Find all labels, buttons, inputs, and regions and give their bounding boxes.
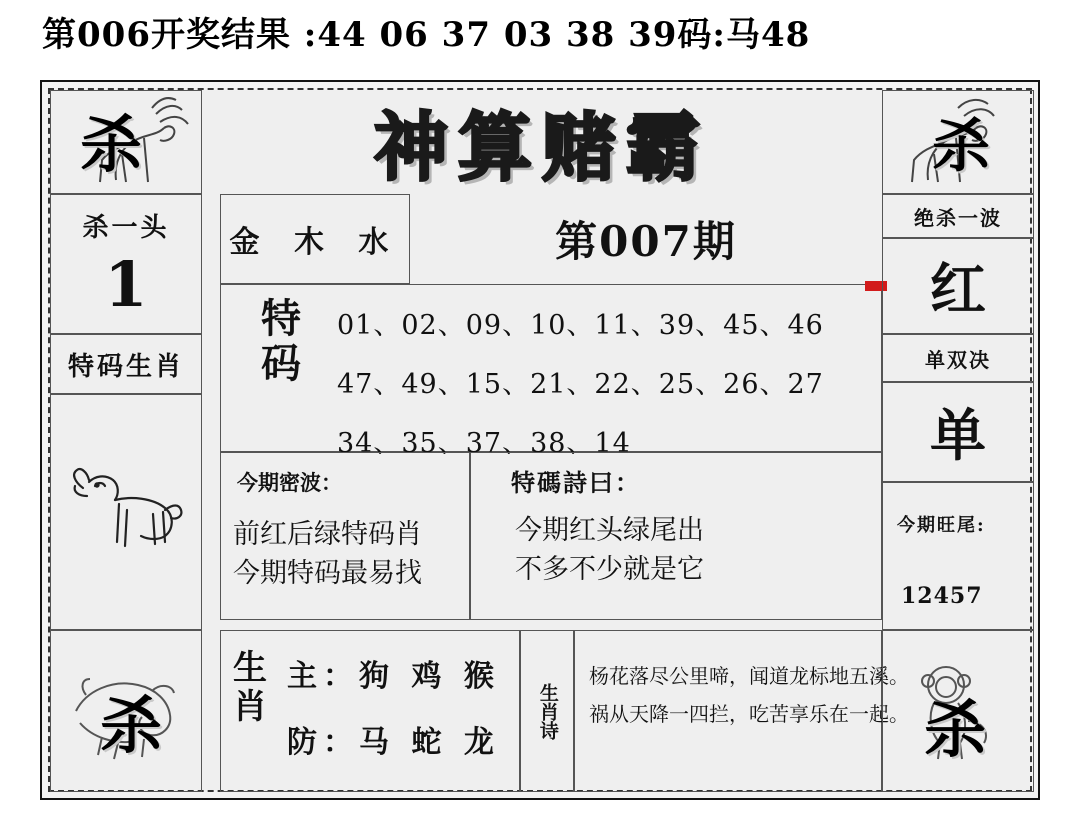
kill-character: 杀 [924,693,987,766]
goat-icon [61,452,191,572]
special-numbers-cell [220,284,882,459]
zodiac-main-row [287,651,500,695]
special-number-row: 34、35、37、38、14 [337,428,631,459]
zodiac-verse-line: 祸从天降一四拦，吃苦享乐在一起。 [589,702,909,726]
hot-tail-cell [882,482,1034,630]
monkey-kill-art-icon [888,651,1028,771]
odd-even-value: 单 [930,403,986,469]
hot-tail-label: 今期旺尾: [897,515,986,536]
result-header [0,0,1080,62]
zodiac-guard-label: 防： [287,725,359,760]
absolute-kill-value: 红 [930,257,986,323]
wave-label: 今期密波： [237,470,342,495]
odd-even-value-cell [882,382,1034,482]
zodiac-pick-cell [220,630,520,792]
kill-one-head-cell [50,194,202,334]
period-text: 第007期 [555,217,737,266]
kill-character: 杀 [932,112,991,180]
left-bottom-kill-cell [50,630,202,792]
special-poem-label: 特碼詩曰： [511,468,641,497]
hot-tail-value: 12457 [901,583,983,609]
wave-line: 今期特码最易找 [233,558,422,590]
result-header-text: 第006开奖结果 :44 06 37 03 38 39码:马48 [42,14,811,55]
elements-text: 金 木 水 [229,225,401,260]
wave-line: 前红后绿特码肖 [233,519,422,550]
special-poem-line: 不多不少就是它 [515,554,704,586]
horse-kill-art-icon [888,94,1028,190]
dragon-kill-art-icon [56,651,196,771]
kill-one-head-label: 杀一头 [82,213,170,243]
zodiac-title-char2: 肖 [233,687,267,728]
special-poem-cell [470,452,882,620]
left-kill-stamp-cell [50,90,202,194]
zodiac-guard-row [287,717,500,761]
right-bottom-kill-cell [882,630,1034,792]
zodiac-guard-value: 马 蛇 龙 [359,725,500,760]
poster-frame [40,80,1040,800]
special-label [235,297,327,387]
zodiac-poem-side-label-cell [520,630,574,792]
special-poem-line: 今期红头绿尾出 [515,515,704,546]
zodiac-main-label: 主： [287,659,359,694]
horse-kill-art-icon [56,94,196,190]
zodiac-verse-cell [574,630,909,792]
zodiac-pick-title [233,649,267,727]
special-number-row: 47、49、15、21、22、25、26、27 [337,369,824,400]
odd-even-label: 单双决 [925,347,991,372]
elements-cell [220,194,410,284]
right-kill-stamp-cell [882,90,1034,194]
period-cell [410,194,882,284]
absolute-kill-value-cell [882,238,1034,334]
absolute-kill-label: 绝杀一波 [914,205,1002,230]
kill-one-head-value: 1 [104,248,148,321]
poster-title-cell [202,90,882,194]
odd-even-label-cell [882,334,1034,382]
kill-character: 杀 [80,108,143,181]
zodiac-poem-side-label: 生肖诗 [536,682,559,740]
zodiac-verse-line: 杨花落尽公里啼，闻道龙标地五溪。 [589,664,909,688]
kill-character: 杀 [100,689,163,762]
special-label-char2: 码 [261,339,301,387]
special-number-row: 01、02、09、10、11、39、45、46 [337,310,824,341]
zodiac-image-cell [50,394,202,630]
zodiac-main-value: 狗 鸡 猴 [359,659,500,694]
special-zodiac-label-cell [50,334,202,394]
poster-inner-border [48,88,1032,792]
special-label-char1: 特 [261,295,301,342]
poster-title: 神算赌霸 [374,105,710,191]
absolute-kill-label-cell [882,194,1034,238]
special-zodiac-label: 特码生肖 [67,351,184,382]
zodiac-title-char1: 生 [233,648,267,688]
wave-cell [220,452,470,620]
